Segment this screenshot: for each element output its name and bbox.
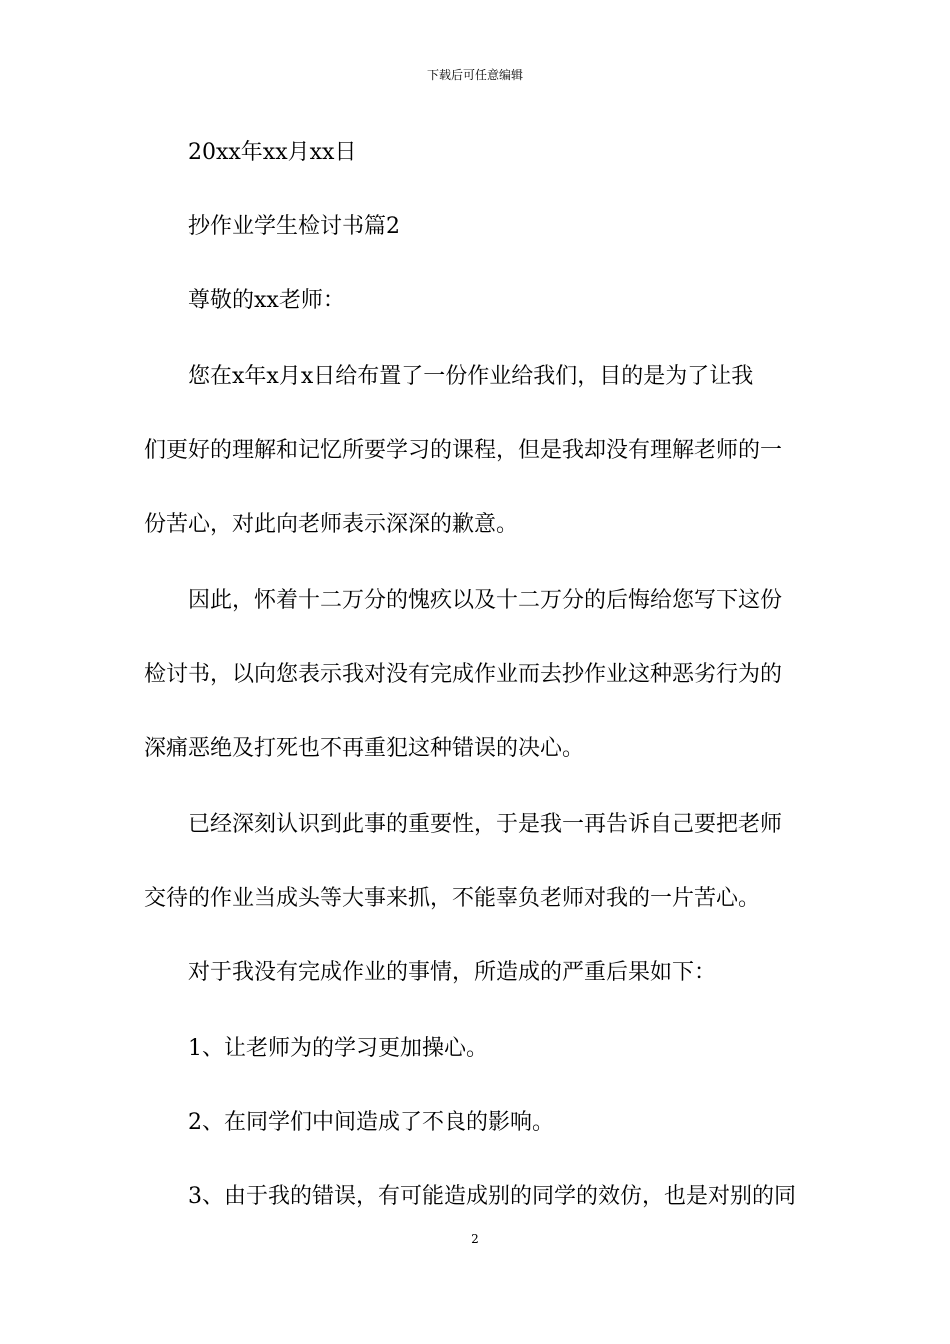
- list-item: 1、让老师为的学习更加操心。: [188, 1036, 488, 1061]
- list-item: 3、由于我的错误，有可能造成别的同学的效仿，也是对别的同: [188, 1184, 796, 1209]
- section-title: 抄作业学生检讨书篇2: [188, 214, 400, 239]
- date-line: 20xx年xx月xx日: [188, 140, 357, 165]
- paragraph-line: 检讨书，以向您表示我对没有完成作业而去抄作业这种恶劣行为的: [144, 662, 783, 687]
- paragraph-line: 因此，怀着十二万分的愧疚以及十二万分的后悔给您写下这份: [188, 588, 783, 613]
- paragraph-line: 已经深刻认识到此事的重要性，于是我一再告诉自己要把老师: [188, 812, 783, 837]
- salutation: 尊敬的xx老师：: [188, 288, 345, 313]
- page-number: 2: [471, 1232, 479, 1246]
- paragraph-line: 对于我没有完成作业的事情，所造成的严重后果如下：: [188, 960, 717, 985]
- list-item: 2、在同学们中间造成了不良的影响。: [188, 1110, 554, 1135]
- page-header: 下载后可任意编辑: [426, 68, 523, 82]
- paragraph-line: 交待的作业当成头等大事来抓，不能辜负老师对我的一片苦心。: [144, 886, 761, 911]
- paragraph-line: 份苦心，对此向老师表示深深的歉意。: [144, 512, 519, 537]
- paragraph-line: 们更好的理解和记忆所要学习的课程，但是我却没有理解老师的一: [144, 438, 783, 463]
- paragraph-line: 深痛恶绝及打死也不再重犯这种错误的决心。: [144, 736, 585, 761]
- paragraph-line: 您在x年x月x日给布置了一份作业给我们，目的是为了让我: [188, 364, 754, 389]
